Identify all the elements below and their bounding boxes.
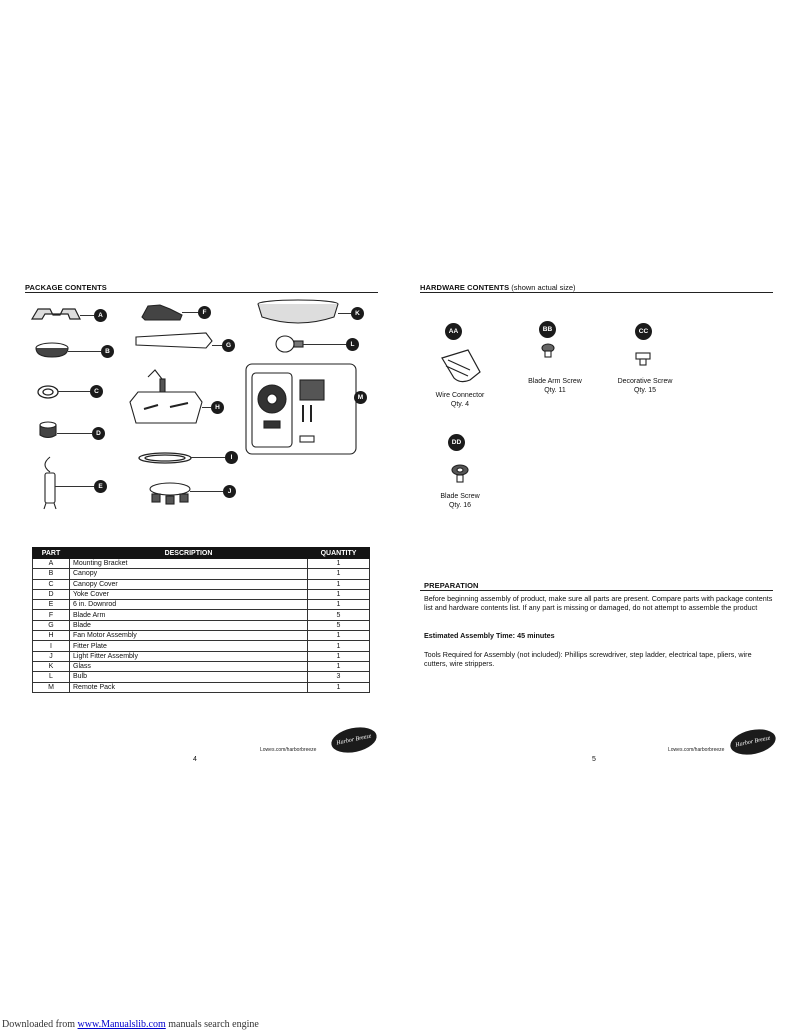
part-badge-c: C (90, 385, 103, 398)
description-cell: Yoke Cover (70, 589, 308, 599)
part-cell: J (33, 651, 70, 661)
footer-suffix: manuals search engine (168, 1019, 259, 1030)
quantity-cell: 1 (308, 631, 370, 641)
quantity-cell: 3 (308, 672, 370, 682)
part-cell: B (33, 569, 70, 579)
blade-screw-illustration (452, 465, 468, 482)
quantity-cell: 1 (308, 559, 370, 569)
part-badge-k: K (351, 307, 364, 320)
table-row (33, 579, 370, 589)
col-header-description: DESCRIPTION (70, 548, 308, 559)
part-cell: H (33, 631, 70, 641)
page-number: 5 (592, 756, 596, 763)
part-cell: F (33, 610, 70, 620)
part-cell: A (33, 559, 70, 569)
hardware-qty: Qty. 15 (633, 387, 657, 394)
part-badge-g: G (222, 339, 235, 352)
part-cell: G (33, 620, 70, 630)
table-row (33, 682, 370, 692)
downrod-illustration (44, 457, 56, 509)
quantity-cell: 1 (308, 682, 370, 692)
blade-arm-illustration (142, 305, 182, 320)
description-cell: Remote Pack (70, 682, 308, 692)
hardware-name: Decorative Screw (617, 378, 673, 385)
quantity-cell: 1 (308, 579, 370, 589)
part-badge-l: L (346, 338, 359, 351)
leader-line (190, 491, 223, 492)
section-rule (420, 590, 773, 591)
blade-illustration (136, 333, 212, 348)
hardware-caption-bb (515, 377, 595, 395)
leader-line (202, 407, 211, 408)
leader-line (80, 315, 94, 316)
leader-line (212, 345, 222, 346)
table-row (33, 600, 370, 610)
leader-line (58, 391, 90, 392)
col-header-quantity: QUANTITY (308, 548, 370, 559)
quantity-cell: 1 (308, 589, 370, 599)
hardware-illustrations (420, 320, 680, 520)
description-cell: Light Fitter Assembly (70, 651, 308, 661)
description-cell: Mounting Bracket (70, 559, 308, 569)
canopy-cover-illustration (38, 386, 58, 398)
package-contents-illustrations (20, 297, 380, 522)
description-cell: 6 in. Downrod (70, 600, 308, 610)
part-cell: L (33, 672, 70, 682)
description-cell: Canopy (70, 569, 308, 579)
table-row (33, 559, 370, 569)
leader-line (68, 351, 101, 352)
table-row (33, 631, 370, 641)
hardware-badge-aa: AA (445, 323, 462, 340)
site-url: Lowes.com/harborbreeze (668, 747, 725, 753)
table-row (33, 641, 370, 651)
leader-line (303, 344, 346, 345)
part-cell: D (33, 589, 70, 599)
manualslib-link[interactable]: www.Manualslib.com (77, 1019, 166, 1030)
leader-line (55, 486, 94, 487)
description-cell: Fan Motor Assembly (70, 631, 308, 641)
assembly-time: Estimated Assembly Time: 45 minutes (424, 631, 555, 640)
hardware-contents-note: (shown actual size) (511, 283, 576, 292)
page-number: 4 (193, 756, 197, 763)
part-badge-h: H (211, 401, 224, 414)
leader-line (57, 433, 92, 434)
hardware-caption-aa (420, 391, 500, 409)
quantity-cell: 5 (308, 610, 370, 620)
description-cell: Canopy Cover (70, 579, 308, 589)
quantity-cell: 1 (308, 651, 370, 661)
part-badge-d: D (92, 427, 105, 440)
description-cell: Blade Arm (70, 610, 308, 620)
leader-line (191, 457, 225, 458)
part-badge-f: F (198, 306, 211, 319)
blade-arm-screw-illustration (542, 344, 554, 357)
hardware-qty: Qty. 4 (450, 401, 470, 408)
wire-connector-illustration (442, 350, 480, 382)
fan-motor-illustration (130, 370, 202, 423)
yoke-cover-illustration (40, 422, 56, 438)
description-cell: Bulb (70, 672, 308, 682)
leader-line (182, 312, 198, 313)
light-fitter-illustration (150, 483, 190, 504)
preparation-text: Before beginning assembly of product, make sure all parts are present. Compare parts with package contents list and hardware contents list. If any part is missing or damaged, do not attempt to assemble the product (424, 594, 773, 612)
part-cell: M (33, 682, 70, 692)
description-cell: Glass (70, 661, 308, 671)
part-badge-b: B (101, 345, 114, 358)
part-badge-a: A (94, 309, 107, 322)
quantity-cell: 1 (308, 600, 370, 610)
parts-table (32, 547, 370, 693)
remote-pack-illustration (246, 364, 356, 454)
quantity-cell: 1 (308, 569, 370, 579)
quantity-cell: 1 (308, 661, 370, 671)
section-rule (420, 292, 773, 293)
canopy-illustration (36, 343, 68, 357)
hardware-name: Blade Screw (440, 493, 480, 500)
part-badge-e: E (94, 480, 107, 493)
quantity-cell: 1 (308, 641, 370, 651)
hardware-caption-dd (420, 492, 500, 510)
quantity-cell: 5 (308, 620, 370, 630)
download-footer (2, 1019, 259, 1030)
tools-required: Tools Required for Assembly (not included): Phillips screwdriver, step ladder, electrical tape, pliers, wire cutters, wire strippers. (424, 650, 752, 668)
table-row (33, 589, 370, 599)
table-row (33, 569, 370, 579)
part-badge-j: J (223, 485, 236, 498)
hardware-contents-title: HARDWARE CONTENTS (420, 283, 510, 292)
glass-illustration (258, 300, 338, 323)
bulb-illustration (276, 336, 303, 352)
hardware-badge-bb: BB (539, 321, 556, 338)
hardware-qty: Qty. 11 (544, 387, 566, 394)
harbor-breeze-logo: Harbor Breeze (329, 723, 379, 756)
table-row (33, 610, 370, 620)
description-cell: Blade (70, 620, 308, 630)
part-cell: C (33, 579, 70, 589)
part-badge-i: I (225, 451, 238, 464)
part-cell: E (33, 600, 70, 610)
leader-line (338, 313, 351, 314)
part-cell: I (33, 641, 70, 651)
hardware-contents-heading (420, 283, 576, 292)
site-url: Lowes.com/harborbreeze (260, 747, 317, 753)
hardware-badge-cc: CC (635, 323, 652, 340)
preparation-title: PREPARATION (424, 581, 479, 590)
decorative-screw-illustration (636, 353, 650, 365)
table-row (33, 661, 370, 671)
description-cell: Fitter Plate (70, 641, 308, 651)
col-header-part: PART (33, 548, 70, 559)
table-header-row (33, 548, 370, 559)
package-contents-title: PACKAGE CONTENTS (25, 283, 107, 292)
hardware-caption-cc (605, 377, 685, 395)
hardware-badge-dd: DD (448, 434, 465, 451)
footer-prefix: Downloaded from (2, 1019, 76, 1030)
part-cell: K (33, 661, 70, 671)
hardware-name: Wire Connector (435, 392, 485, 399)
fitter-plate-illustration (139, 453, 191, 463)
table-row (33, 672, 370, 682)
hardware-name: Blade Arm Screw (528, 378, 582, 385)
table-row (33, 651, 370, 661)
part-badge-m: M (354, 391, 367, 404)
table-row (33, 620, 370, 630)
harbor-breeze-logo: Harbor Breeze (728, 725, 778, 758)
section-rule (25, 292, 378, 293)
hardware-qty: Qty. 16 (448, 502, 472, 509)
mounting-bracket-illustration (32, 309, 80, 319)
